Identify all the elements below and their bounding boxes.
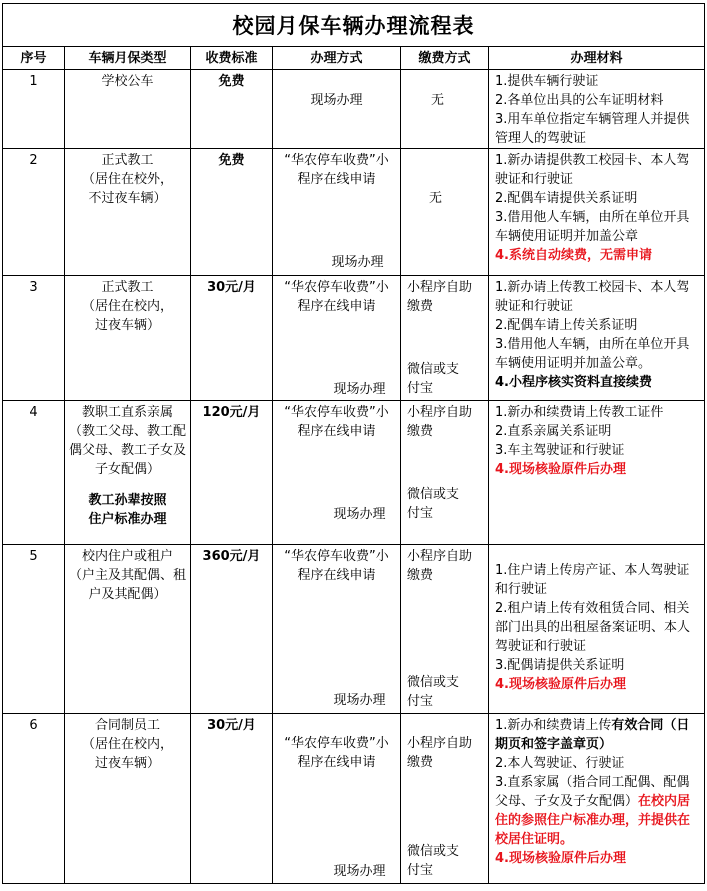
vehicle-type-line: 校内住户或租户	[81, 549, 173, 564]
materials	[489, 149, 705, 276]
pay-bottom: 微信或支付宝	[407, 844, 460, 878]
mode-site: 现场办理	[333, 382, 386, 397]
material-note: 4.小程序核实资料直接续费	[495, 375, 652, 390]
mode-site: 现场办理	[333, 864, 386, 879]
vehicle-type-line: （户主及其配偶、租户及其配偶）	[69, 568, 187, 602]
mode-online: “华农停车收费”小程序在线申请	[284, 736, 389, 770]
fee: 30元/月	[191, 714, 273, 884]
fee: 免费	[191, 149, 273, 276]
vehicle-type	[65, 276, 191, 401]
fee: 120元/月	[191, 401, 273, 545]
row-number: 2	[3, 149, 65, 276]
vehicle-type-line: 正式教工	[101, 280, 154, 295]
vehicle-type	[65, 545, 191, 714]
mode-online: “华农停车收费”小程序在线申请	[284, 549, 389, 583]
pay-top: 小程序自助缴费	[407, 736, 473, 770]
row-number: 3	[3, 276, 65, 401]
materials	[489, 401, 705, 545]
material-item: 3.配偶请提供关系证明	[495, 658, 625, 673]
mode-site: 现场办理	[333, 693, 386, 708]
vehicle-type-line: 教职工直系亲属	[81, 405, 173, 420]
material-item: 1.提供车辆行驶证	[495, 74, 599, 89]
handling-mode	[273, 401, 401, 545]
process-table	[2, 3, 705, 884]
page-title: 校园月保车辆办理流程表	[3, 4, 705, 47]
table-row	[3, 149, 705, 276]
vehicle-type-line: （居住在校外，	[81, 172, 173, 187]
material-item: 1.新办请提供教工校园卡、本人驾驶证和行驶证	[495, 153, 690, 187]
fee: 30元/月	[191, 276, 273, 401]
row-number: 6	[3, 714, 65, 884]
pay-top: 小程序自助缴费	[407, 280, 473, 314]
material-item: 3.借用他人车辆，由所在单位开具车辆使用证明并加盖公章。	[495, 337, 690, 371]
material-item: 1.新办和续费请上传教工证件	[495, 405, 664, 420]
vehicle-type-line: 不过夜车辆）	[88, 191, 167, 206]
payment-method	[401, 276, 489, 401]
payment-method	[401, 401, 489, 545]
handling-mode	[273, 545, 401, 714]
material-note: 4.系统自动续费，无需申请	[495, 248, 652, 263]
handling-mode	[273, 70, 401, 149]
vehicle-type-line: 正式教工	[101, 153, 154, 168]
row-number: 1	[3, 70, 65, 149]
pay-top: 无	[431, 93, 445, 108]
payment-method	[401, 70, 489, 149]
material-item: 2.配偶车请提供关系证明	[495, 191, 638, 206]
pay-bottom: 微信或支付宝	[407, 362, 460, 396]
material-item: 3.车主驾驶证和行驶证	[495, 443, 625, 458]
vehicle-type	[65, 70, 191, 149]
vehicle-type-line: （教工父母、教工配偶父母、教工子女及子女配偶）	[69, 424, 187, 477]
vehicle-type-note: 教工孙辈按照住户标准办理	[88, 493, 167, 527]
fee: 360元/月	[191, 545, 273, 714]
payment-method	[401, 545, 489, 714]
header-materials: 办理材料	[489, 47, 705, 70]
material-item: 2.直系亲属关系证明	[495, 424, 612, 439]
pay-bottom: 微信或支付宝	[407, 487, 460, 521]
mode-site: 现场办理	[333, 507, 386, 522]
table-row	[3, 545, 705, 714]
vehicle-type-line: 过夜车辆）	[94, 756, 160, 771]
vehicle-type-line: 合同制员工	[94, 718, 160, 733]
material-item: 2.本人驾驶证、行驶证	[495, 756, 625, 771]
material-text: 1.新办和续费请上传	[495, 718, 612, 733]
pay-top: 无	[429, 191, 443, 206]
material-item: 2.租户请上传有效租赁合同、相关部门出具的出租屋备案证明、本人驾驶证和行驶证	[495, 601, 691, 654]
payment-method	[401, 714, 489, 884]
material-item	[495, 716, 700, 754]
mode-site: 现场办理	[310, 93, 363, 108]
row-number: 5	[3, 545, 65, 714]
pay-top: 小程序自助缴费	[407, 405, 473, 439]
table-row	[3, 70, 705, 149]
material-note: 4.现场核验原件后办理	[495, 851, 626, 866]
header-pay: 缴费方式	[401, 47, 489, 70]
vehicle-type	[65, 401, 191, 545]
header-mode: 办理方式	[273, 47, 401, 70]
vehicle-type-line: 过夜车辆）	[94, 318, 160, 333]
mode-online: “华农停车收费”小程序在线申请	[284, 405, 389, 439]
header-fee: 收费标准	[191, 47, 273, 70]
material-item: 3.用车单位指定车辆管理人并提供管理人的驾驶证	[495, 112, 690, 146]
handling-mode	[273, 714, 401, 884]
materials	[489, 70, 705, 149]
header-no: 序号	[3, 47, 65, 70]
handling-mode	[273, 276, 401, 401]
table-row	[3, 714, 705, 884]
mode-online: “华农停车收费”小程序在线申请	[284, 280, 389, 314]
header-row	[3, 47, 705, 70]
pay-top: 小程序自助缴费	[407, 549, 473, 583]
material-text-bold: 有效合同（日期页和签字盖章页）	[495, 718, 690, 752]
vehicle-type-line: （居住在校内，	[81, 299, 173, 314]
material-item: 1.新办请上传教工校园卡、本人驾驶证和行驶证	[495, 280, 690, 314]
materials	[489, 545, 705, 714]
mode-site: 现场办理	[331, 255, 384, 270]
handling-mode	[273, 149, 401, 276]
pay-bottom: 微信或支付宝	[407, 675, 460, 709]
mode-online: “华农停车收费”小程序在线申请	[284, 153, 389, 187]
table-row	[3, 276, 705, 401]
material-item: 1.住户请上传房产证、本人驾驶证和行驶证	[495, 563, 690, 597]
material-item: 3.借用他人车辆，由所在单位开具车辆使用证明并加盖公章	[495, 210, 690, 244]
material-text: 3.直系家属（指合同工配偶、配偶父母、子女及子女配偶）	[495, 775, 690, 809]
material-note: 4.现场核验原件后办理	[495, 462, 626, 477]
fee: 免费	[191, 70, 273, 149]
material-item: 2.各单位出具的公车证明材料	[495, 93, 664, 108]
vehicle-type	[65, 149, 191, 276]
material-item	[495, 773, 700, 849]
payment-method	[401, 149, 489, 276]
vehicle-type	[65, 714, 191, 884]
materials	[489, 714, 705, 884]
row-number: 4	[3, 401, 65, 545]
table-row	[3, 401, 705, 545]
materials	[489, 276, 705, 401]
material-item: 2.配偶车请上传关系证明	[495, 318, 638, 333]
material-note: 4.现场核验原件后办理	[495, 677, 626, 692]
header-type: 车辆月保类型	[65, 47, 191, 70]
vehicle-type-line: 学校公车	[101, 74, 154, 89]
vehicle-type-line: （居住在校内，	[81, 737, 173, 752]
material-text-red: 在校内居住的参照住户标准办理，并提供在校居住证明。	[495, 794, 691, 847]
